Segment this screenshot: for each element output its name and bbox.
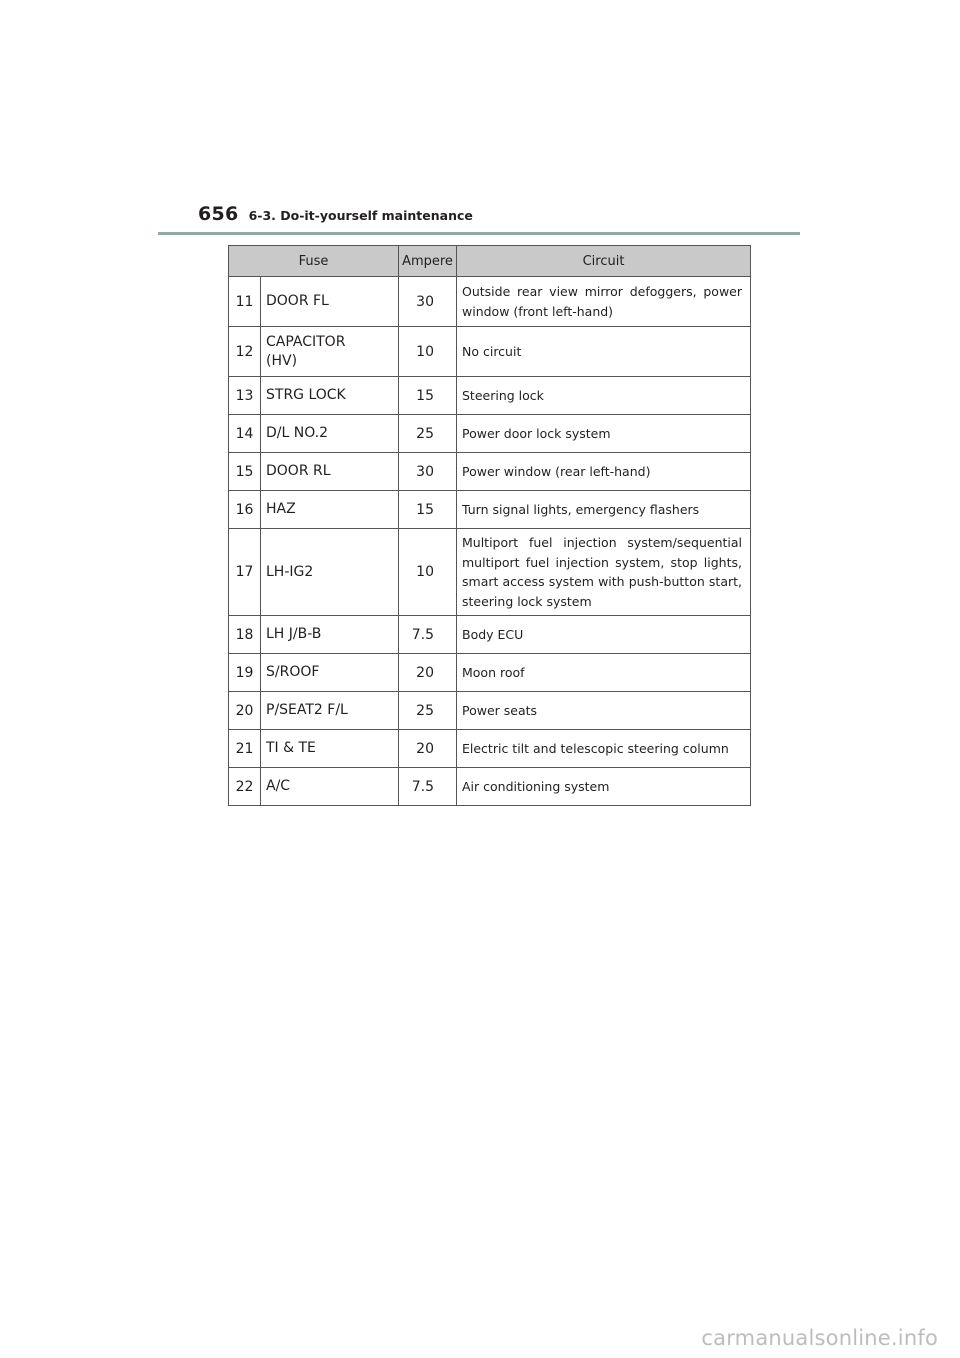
page-header bbox=[198, 203, 473, 225]
fuse-name: DOOR FL bbox=[261, 277, 399, 327]
section-title: 6-3. Do-it-yourself maintenance bbox=[248, 208, 473, 223]
fuse-circuit: Turn signal lights, emergency flashers bbox=[457, 491, 751, 529]
table-row bbox=[229, 616, 751, 654]
fuse-ampere: 10 bbox=[399, 529, 457, 616]
table-row bbox=[229, 377, 751, 415]
fuse-name: STRG LOCK bbox=[261, 377, 399, 415]
fuse-circuit: Multiport fuel injection system/sequential multiport fuel injection system, stop lights, smart access system with push-button start, steering lock system bbox=[457, 529, 751, 616]
fuse-number: 15 bbox=[229, 453, 261, 491]
fuse-circuit: Moon roof bbox=[457, 654, 751, 692]
fuse-name: A/C bbox=[261, 768, 399, 806]
table-row bbox=[229, 529, 751, 616]
fuse-ampere: 7.5 bbox=[399, 768, 457, 806]
fuse-circuit: Air conditioning system bbox=[457, 768, 751, 806]
fuse-ampere: 20 bbox=[399, 730, 457, 768]
fuse-name: P/SEAT2 F/L bbox=[261, 692, 399, 730]
table-header-row bbox=[229, 246, 751, 277]
fuse-ampere: 7.5 bbox=[399, 616, 457, 654]
fuse-name: TI & TE bbox=[261, 730, 399, 768]
fuse-name: HAZ bbox=[261, 491, 399, 529]
fuse-number: 18 bbox=[229, 616, 261, 654]
fuse-name: LH-IG2 bbox=[261, 529, 399, 616]
fuse-name: DOOR RL bbox=[261, 453, 399, 491]
fuse-table bbox=[228, 245, 751, 806]
fuse-name: S/ROOF bbox=[261, 654, 399, 692]
fuse-ampere: 25 bbox=[399, 415, 457, 453]
table-row bbox=[229, 654, 751, 692]
watermark: carmanualsonline.info bbox=[701, 1326, 938, 1350]
fuse-circuit: Power door lock system bbox=[457, 415, 751, 453]
fuse-circuit: Outside rear view mirror defoggers, power window (front left-hand) bbox=[457, 277, 751, 327]
fuse-number: 22 bbox=[229, 768, 261, 806]
fuse-number: 11 bbox=[229, 277, 261, 327]
fuse-circuit: Electric tilt and telescopic steering column bbox=[457, 730, 751, 768]
fuse-ampere: 15 bbox=[399, 377, 457, 415]
table-row bbox=[229, 692, 751, 730]
column-header-circuit: Circuit bbox=[457, 246, 751, 277]
fuse-circuit: No circuit bbox=[457, 327, 751, 377]
fuse-number: 12 bbox=[229, 327, 261, 377]
table-row bbox=[229, 277, 751, 327]
fuse-number: 17 bbox=[229, 529, 261, 616]
fuse-circuit: Power seats bbox=[457, 692, 751, 730]
fuse-name: LH J/B-B bbox=[261, 616, 399, 654]
fuse-ampere: 15 bbox=[399, 491, 457, 529]
table-row bbox=[229, 768, 751, 806]
page-number: 656 bbox=[198, 203, 239, 225]
fuse-ampere: 20 bbox=[399, 654, 457, 692]
table-row bbox=[229, 415, 751, 453]
fuse-ampere: 30 bbox=[399, 277, 457, 327]
fuse-circuit: Body ECU bbox=[457, 616, 751, 654]
fuse-ampere: 10 bbox=[399, 327, 457, 377]
fuse-number: 14 bbox=[229, 415, 261, 453]
header-rule bbox=[158, 232, 800, 235]
fuse-ampere: 25 bbox=[399, 692, 457, 730]
fuse-circuit: Power window (rear left-hand) bbox=[457, 453, 751, 491]
fuse-number: 21 bbox=[229, 730, 261, 768]
table-row bbox=[229, 327, 751, 377]
table-row bbox=[229, 453, 751, 491]
fuse-number: 16 bbox=[229, 491, 261, 529]
fuse-number: 13 bbox=[229, 377, 261, 415]
fuse-name: CAPACITOR (HV) bbox=[261, 327, 399, 377]
column-header-fuse: Fuse bbox=[229, 246, 399, 277]
table-row bbox=[229, 491, 751, 529]
column-header-ampere: Ampere bbox=[399, 246, 457, 277]
fuse-number: 20 bbox=[229, 692, 261, 730]
fuse-circuit: Steering lock bbox=[457, 377, 751, 415]
fuse-name: D/L NO.2 bbox=[261, 415, 399, 453]
table-row bbox=[229, 730, 751, 768]
fuse-number: 19 bbox=[229, 654, 261, 692]
fuse-ampere: 30 bbox=[399, 453, 457, 491]
